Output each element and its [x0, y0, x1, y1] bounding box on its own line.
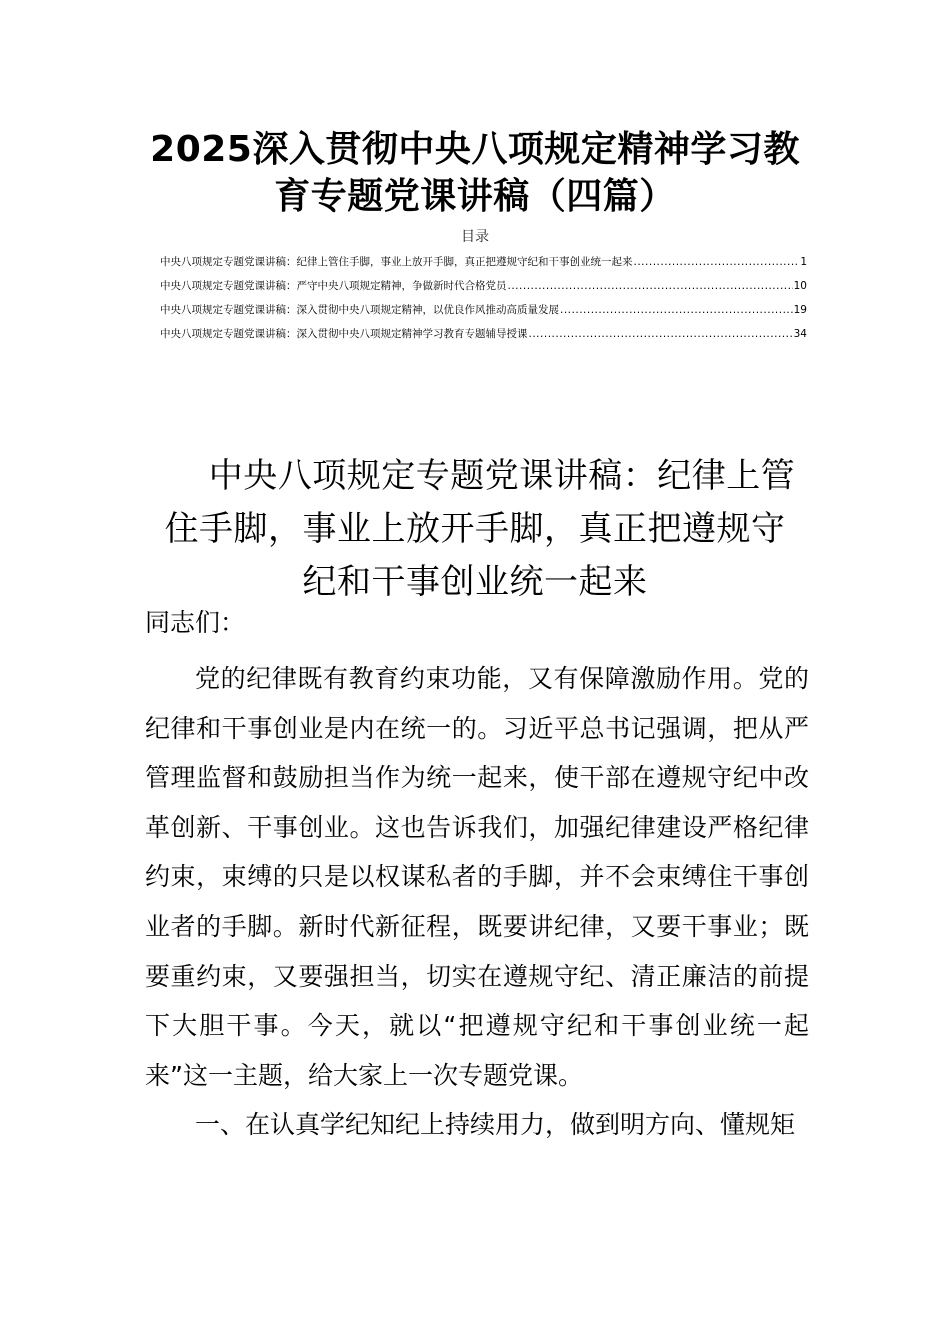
section-title — [150, 450, 800, 609]
toc-leader-dots — [529, 324, 793, 344]
toc-heading: 目录 — [461, 229, 489, 245]
toc-leader-dots — [560, 300, 793, 320]
toc-leader-dots — [508, 276, 793, 296]
toc-entry[interactable] — [160, 252, 807, 276]
toc-entry-page: 19 — [793, 304, 807, 316]
toc-entry-text: 中央八项规定专题党课讲稿：纪律上管住手脚，事业上放开手脚，真正把遵规守纪和干事创业统一起来 — [160, 256, 633, 268]
section-heading-1: 一、在认真学纪知纪上持续用力，做到明方向、懂规矩 — [195, 1110, 796, 1139]
toc-entry-page: 34 — [793, 328, 807, 340]
toc-entry-text: 中央八项规定专题党课讲稿：严守中央八项规定精神，争做新时代合格党员 — [160, 280, 507, 292]
toc-entry[interactable] — [160, 324, 807, 348]
table-of-contents — [160, 252, 807, 348]
toc-entry-page: 1 — [800, 256, 807, 268]
toc-entry[interactable] — [160, 276, 807, 300]
salutation: 同志们： — [145, 608, 246, 637]
document-title: 2025深入贯彻中央八项规定精神学习教育专题党课讲稿（四篇） — [150, 129, 800, 217]
body-paragraph: 党的纪律既有教育约束功能，又有保障激励作用。党的纪律和干事创业是内在统一的。习近平总书记强调，把从严管理监督和鼓励担当作为统一起来，使干部在遵规守纪中改革创新、干事创业。这也告诉我们，加强纪律建设严格纪律约束，束缚的只是以权谋私者的手脚，并不会束缚住干事创业者的手脚。新时代新征程，既要讲纪律，又要干事业；既要重约束，又要强担当，切实在遵规守纪、清正廉洁的前提下大胆干事。今天，就以“把遵规守纪和干事创业统一起来”这一主题，给大家上一次专题党课。 — [145, 664, 809, 1090]
toc-entry-text: 中央八项规定专题党课讲稿：深入贯彻中央八项规定精神，以优良作风推动高质量发展 — [160, 304, 559, 316]
toc-entry-text: 中央八项规定专题党课讲稿：深入贯彻中央八项规定精神学习教育专题辅导授课 — [160, 328, 528, 340]
toc-leader-dots — [634, 252, 800, 272]
toc-entry[interactable] — [160, 300, 807, 324]
toc-entry-page: 10 — [793, 280, 807, 292]
section-title-text: 中央八项规定专题党课讲稿：纪律上管住手脚，事业上放开手脚，真正把遵规守纪和干事创业统一起来 — [164, 456, 796, 602]
